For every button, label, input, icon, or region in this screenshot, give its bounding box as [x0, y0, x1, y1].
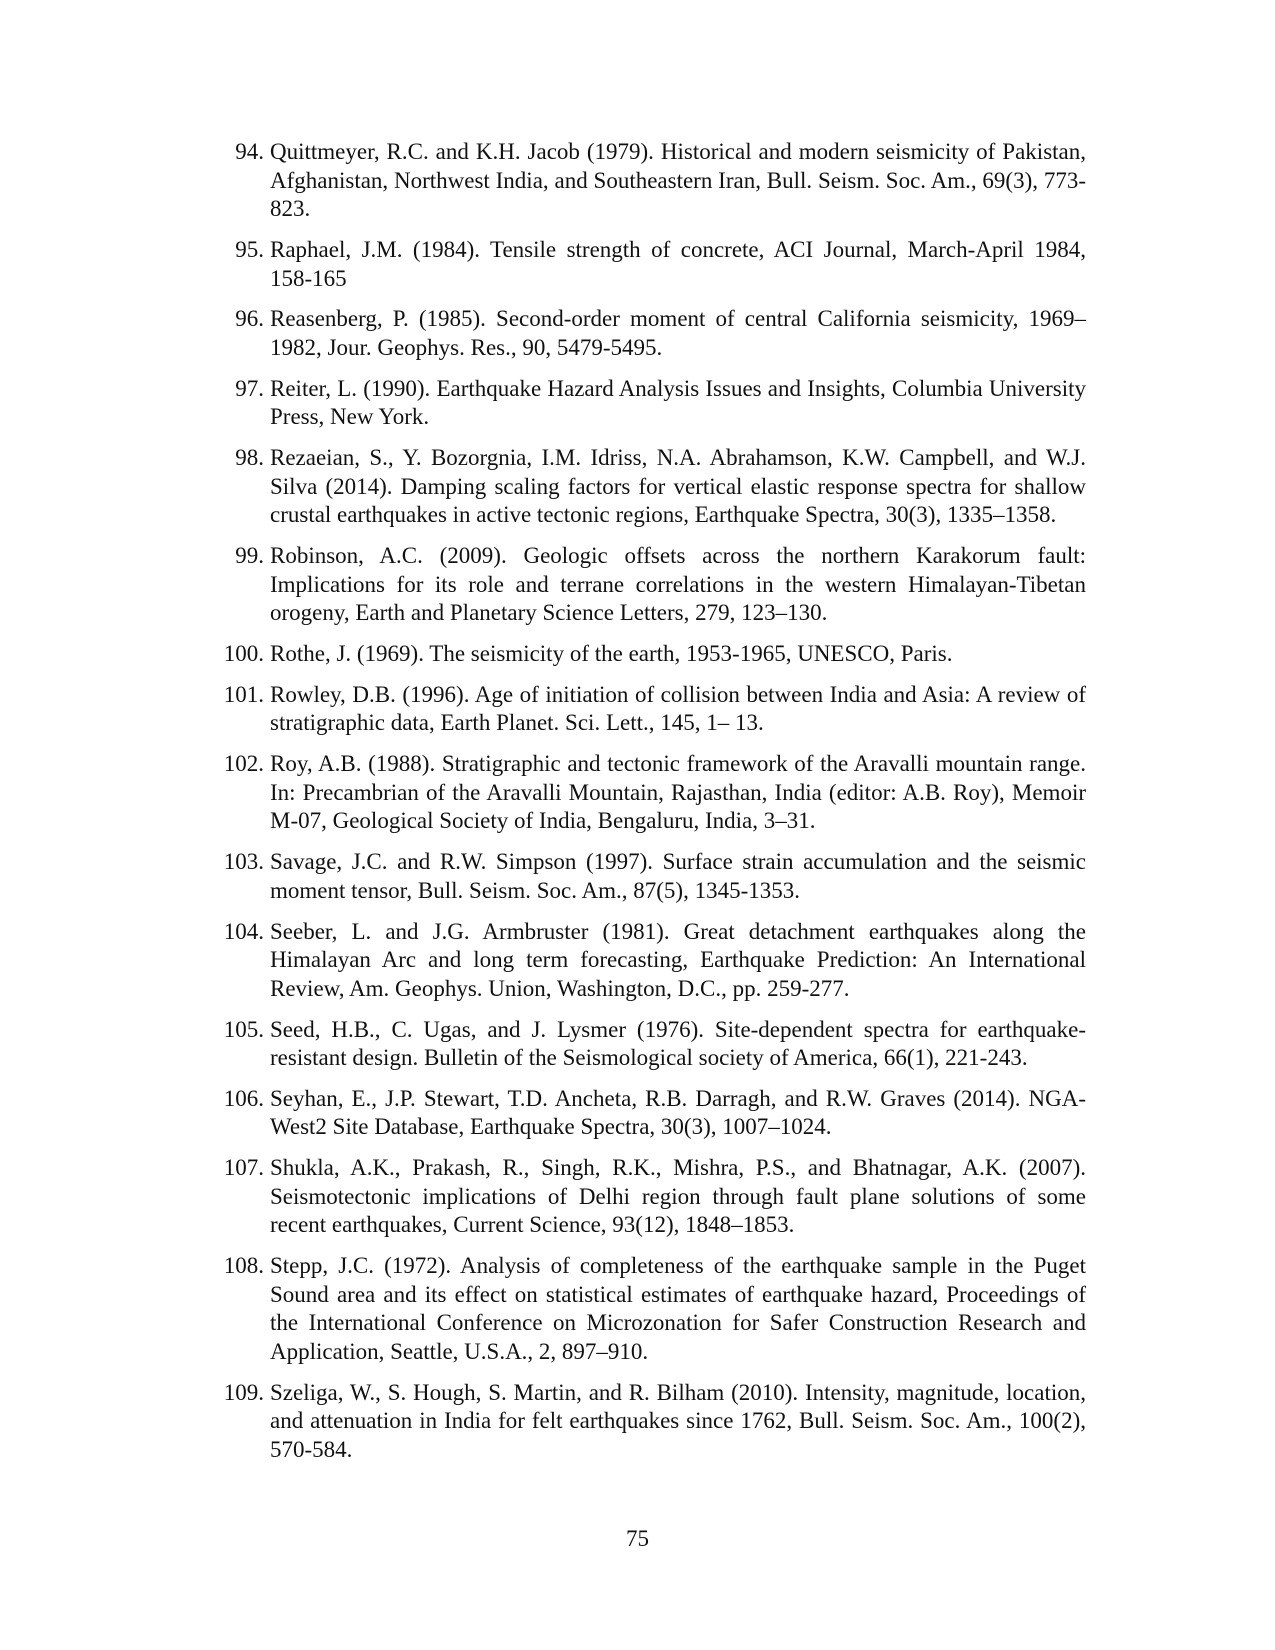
reference-number: 99.	[235, 543, 264, 569]
reference-item	[210, 750, 1086, 836]
reference-item	[210, 375, 1086, 432]
reference-number: 102.	[223, 751, 264, 777]
reference-text: Reasenberg, P. (1985). Second-order moment of central California seismicity, 1969–1982, Jour. Geophys. Res., 90, 5479-5495.	[270, 306, 1086, 360]
page-number: 75	[626, 1526, 649, 1551]
reference-text: Rezaeian, S., Y. Bozorgnia, I.M. Idriss, N.A. Abrahamson, K.W. Campbell, and W.J. Silva (2014). Damping scaling factors for vertical elastic response spectra for shallow crustal earthquakes in active tectonic regions, Earthquake Spectra, 30(3), 1335–1358.	[270, 445, 1086, 528]
reference-text: Rothe, J. (1969). The seismicity of the earth, 1953-1965, UNESCO, Paris.	[270, 641, 953, 667]
reference-text: Seeber, L. and J.G. Armbruster (1981). Great detachment earthquakes along the Himalayan Arc and long term forecasting, Earthquake Prediction: An International Review, Am. Geophys. Union, Washington, D.C., pp. 259-277.	[270, 918, 1086, 1001]
reference-text: Szeliga, W., S. Hough, S. Martin, and R. Bilham (2010). Intensity, magnitude, location, and attenuation in India for felt earthquakes since 1762, Bull. Seism. Soc. Am., 100(2), 570-584.	[270, 1379, 1086, 1462]
reference-text: Raphael, J.M. (1984). Tensile strength of concrete, ACI Journal, March-April 1984, 158-165	[270, 236, 1086, 291]
reference-number: 94.	[235, 139, 264, 164]
reference-text: Robinson, A.C. (2009). Geologic offsets across the northern Karakorum fault: Implications for its role and terrane correlations in the western Himalayan-Tibetan orogeny, Earth and Planetary Science Letters, 279, 123–130.	[270, 543, 1086, 626]
reference-number: 106.	[223, 1085, 264, 1111]
reference-text: Reiter, L. (1990). Earthquake Hazard Analysis Issues and Insights, Columbia University Press, New York.	[270, 375, 1086, 430]
reference-item	[210, 1379, 1086, 1465]
reference-number: 109.	[223, 1379, 264, 1405]
reference-text: Seyhan, E., J.P. Stewart, T.D. Ancheta, R.B. Darragh, and R.W. Graves (2014). NGA-West2 Site Database, Earthquake Spectra, 30(3), 1007–1024.	[270, 1085, 1086, 1140]
reference-text: Seed, H.B., C. Ugas, and J. Lysmer (1976). Site-dependent spectra for earthquake-resistant design. Bulletin of the Seismological society of America, 66(1), 221-243.	[270, 1016, 1086, 1071]
reference-number: 97.	[235, 375, 264, 401]
reference-list	[210, 138, 1086, 1477]
reference-item	[210, 681, 1086, 738]
reference-number: 107.	[223, 1155, 264, 1181]
reference-text: Rowley, D.B. (1996). Age of initiation of collision between India and Asia: A review of stratigraphic data, Earth Planet. Sci. Lett., 145, 1– 13.	[270, 681, 1086, 736]
reference-item	[210, 236, 1086, 293]
reference-number: 96.	[235, 306, 264, 332]
reference-text: Stepp, J.C. (1972). Analysis of completeness of the earthquake sample in the Puget Sound area and its effect on statistical estimates of earthquake hazard, Proceedings of the International Conference on Microzonation for Safer Construction Research and Application, Seattle, U.S.A., 2, 897–910.	[270, 1253, 1086, 1364]
reference-number: 98.	[235, 445, 264, 471]
reference-number: 104.	[223, 918, 264, 944]
reference-item	[210, 138, 1086, 224]
reference-text: Savage, J.C. and R.W. Simpson (1997). Surface strain accumulation and the seismic moment tensor, Bull. Seism. Soc. Am., 87(5), 1345-1353.	[270, 849, 1086, 903]
reference-item	[210, 848, 1086, 905]
reference-number: 101.	[223, 681, 264, 707]
reference-number: 100.	[223, 641, 264, 667]
reference-number: 108.	[223, 1253, 264, 1279]
reference-item	[210, 1252, 1086, 1366]
reference-item	[210, 1085, 1086, 1142]
reference-item	[210, 640, 1086, 669]
reference-number: 95.	[235, 236, 264, 262]
reference-item	[210, 1154, 1086, 1240]
reference-item	[210, 1016, 1086, 1073]
reference-number: 103.	[223, 849, 264, 875]
reference-item	[210, 444, 1086, 530]
reference-item	[210, 305, 1086, 362]
reference-text: Shukla, A.K., Prakash, R., Singh, R.K., Mishra, P.S., and Bhatnagar, A.K. (2007). Seismotectonic implications of Delhi region through fault plane solutions of some recent earthquakes, Current Science, 93(12), 1848–1853.	[270, 1155, 1086, 1238]
reference-number: 105.	[223, 1016, 264, 1042]
reference-text: Roy, A.B. (1988). Stratigraphic and tectonic framework of the Aravalli mountain range. In: Precambrian of the Aravalli Mountain, Rajasthan, India (editor: A.B. Roy), Memoir M-07, Geological Society of India, Bengaluru, India, 3–31.	[270, 751, 1086, 834]
reference-item	[210, 918, 1086, 1004]
reference-item	[210, 542, 1086, 628]
reference-text: Quittmeyer, R.C. and K.H. Jacob (1979). Historical and modern seismicity of Pakistan, Afghanistan, Northwest India, and Southeastern Iran, Bull. Seism. Soc. Am., 69(3), 773-823.	[270, 139, 1086, 222]
